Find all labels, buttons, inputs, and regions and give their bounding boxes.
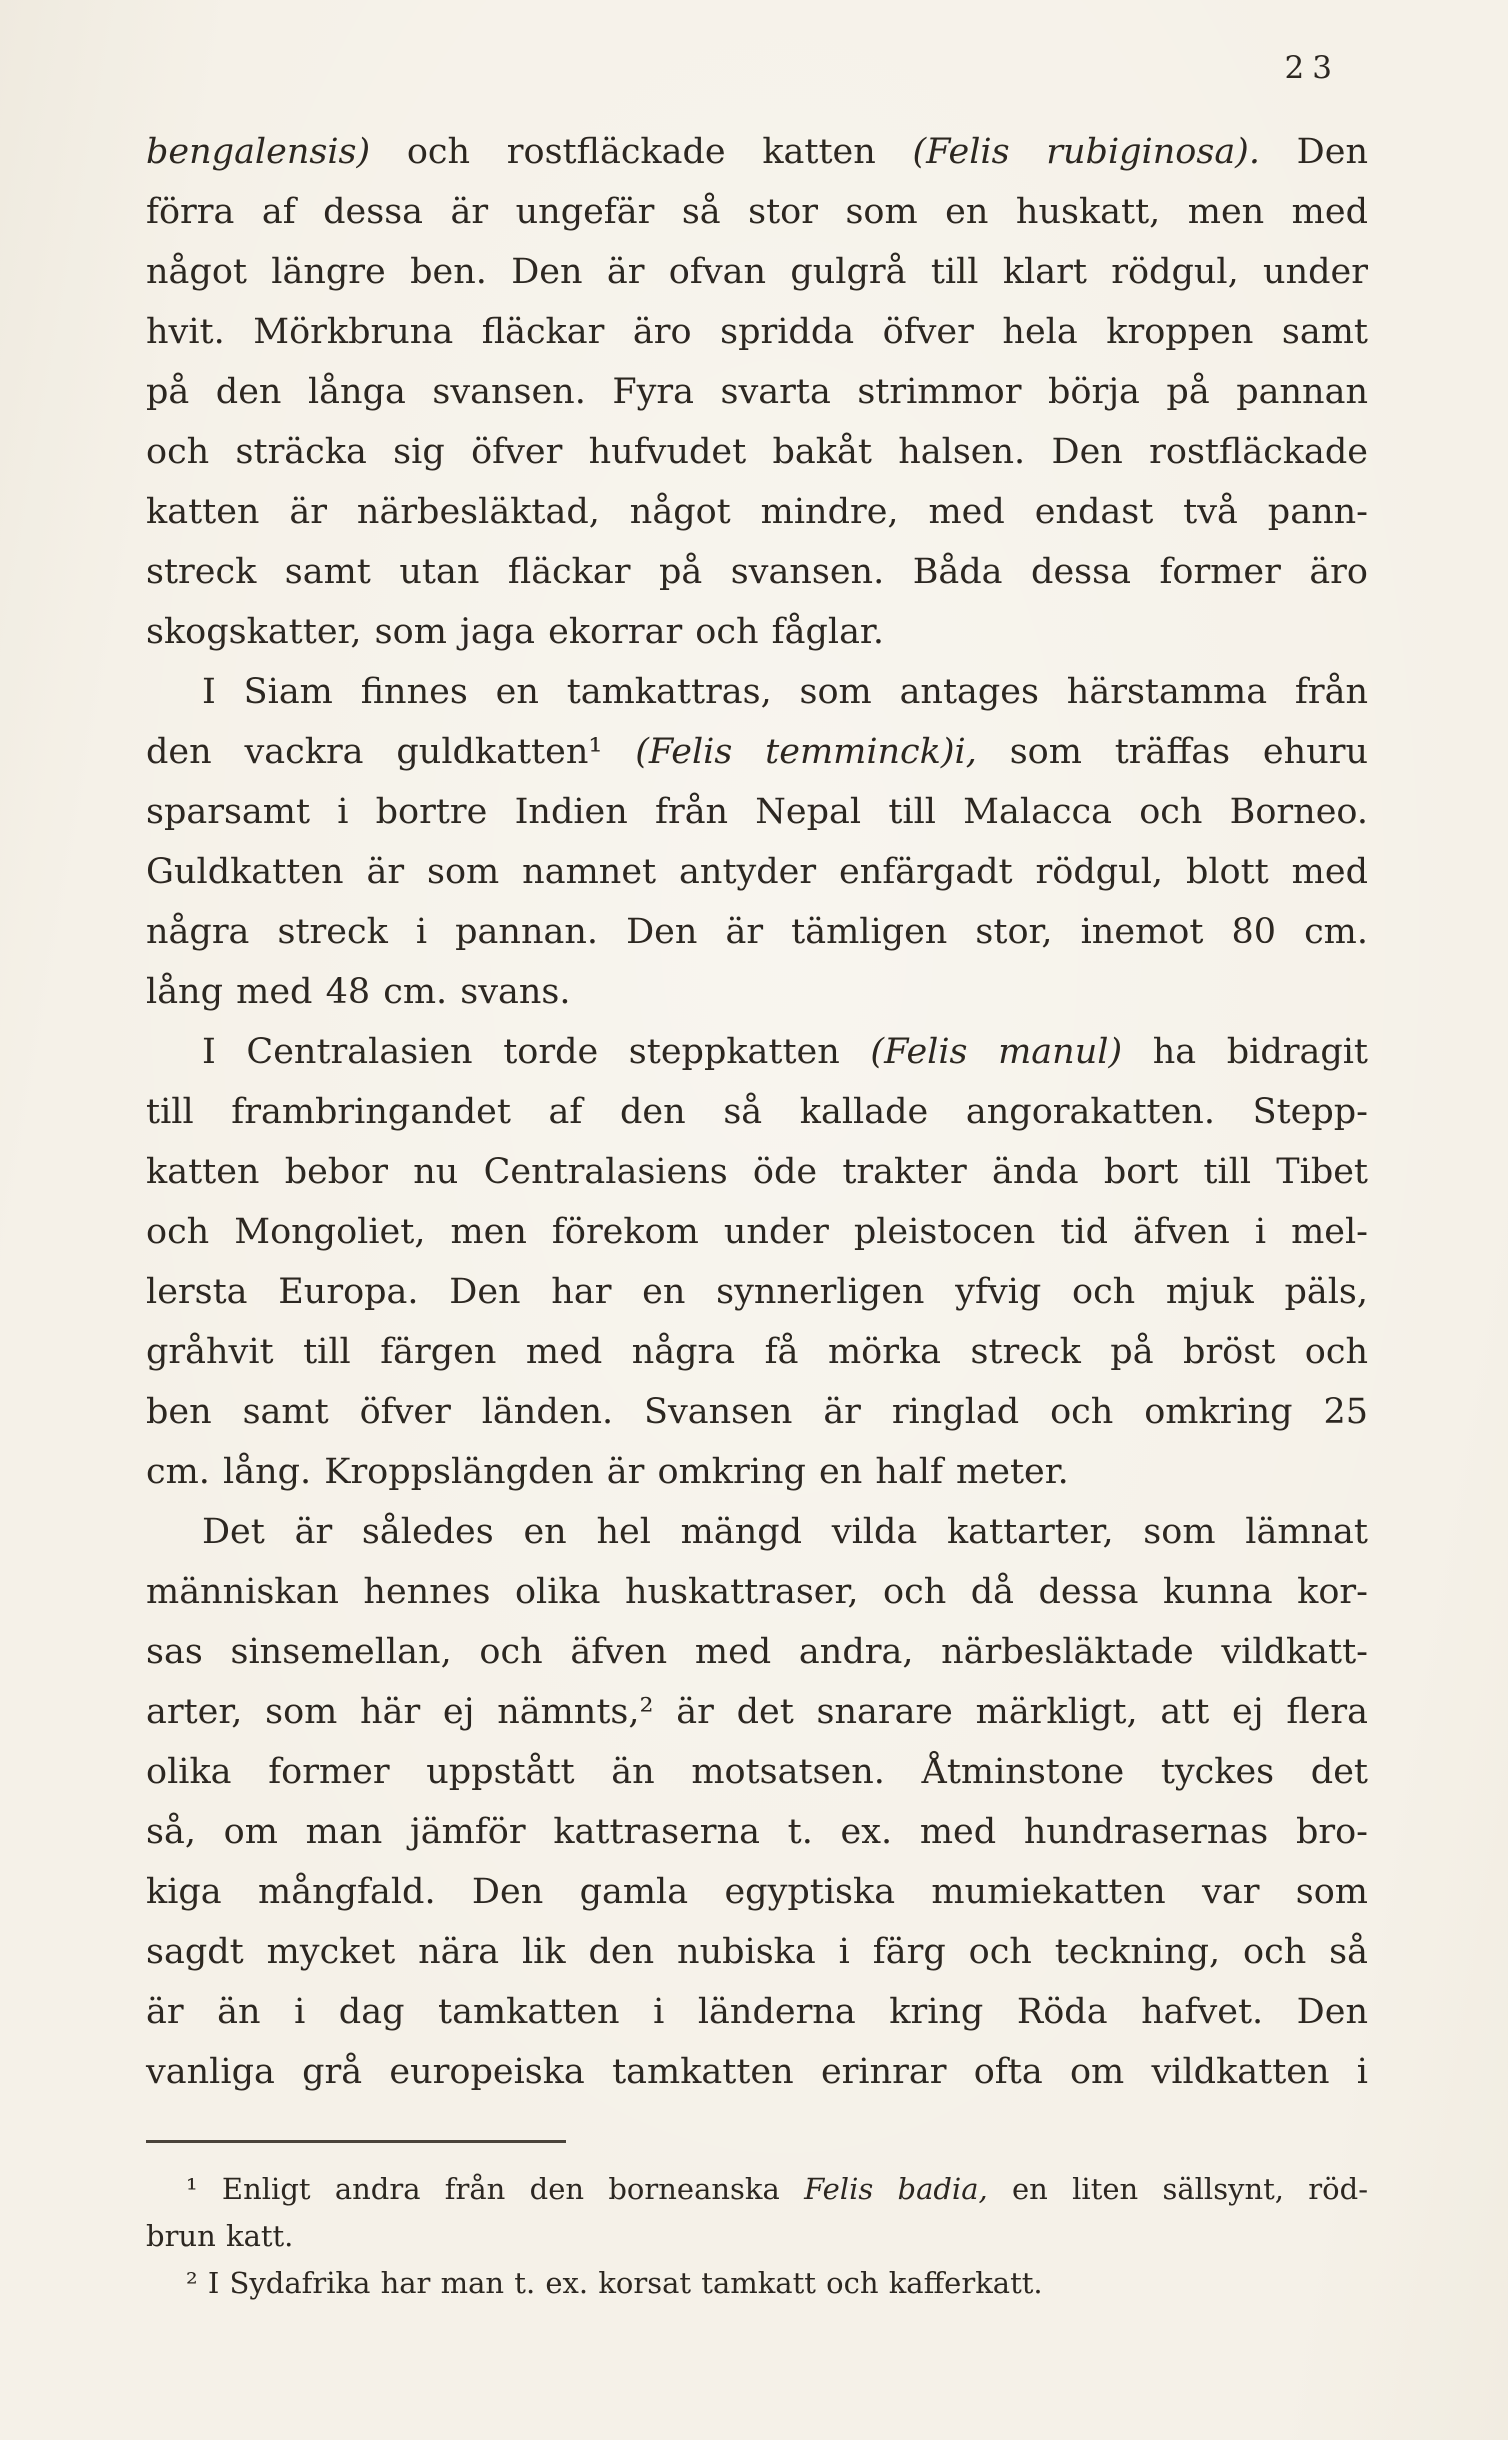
- text-segment: gråhvit till färgen med några få mörka streck på bröst och: [146, 1332, 1368, 1372]
- text-segment: brun katt.: [146, 2219, 294, 2253]
- text-line: [146, 362, 1368, 422]
- text-line: [146, 2260, 1368, 2307]
- text-segment: och sträcka sig öfver hufvudet bakåt halsen. Den rostfläckade: [146, 432, 1368, 472]
- text-segment: hvit. Mörkbruna fläckar äro spridda öfver hela kroppen samt: [146, 312, 1368, 352]
- text-line: [146, 782, 1368, 842]
- text-segment: på den långa svansen. Fyra svarta strimmor börja på pannan: [146, 372, 1368, 412]
- text-segment: katten är närbesläktad, något mindre, med endast två pann-: [146, 492, 1368, 532]
- text-line: [146, 1982, 1368, 2042]
- text-segment: kiga mångfald. Den gamla egyptiska mumiekatten var som: [146, 1872, 1368, 1912]
- species-name-italic: Felis badia,: [804, 2172, 988, 2206]
- text-line: [146, 2166, 1368, 2213]
- text-segment: sas sinsemellan, och äfven med andra, närbesläktade vildkatt-: [146, 1632, 1368, 1672]
- species-name-italic: (Felis manul): [870, 1032, 1123, 1072]
- text-segment: förra af dessa är ungefär så stor som en huskatt, men med: [146, 192, 1368, 232]
- text-segment: ² I Sydafrika har man t. ex. korsat tamkatt och kafferkatt.: [186, 2266, 1043, 2300]
- text-segment: ¹ Enligt andra från den borneanska: [186, 2172, 805, 2206]
- text-segment: Den: [1259, 132, 1368, 172]
- text-segment: arter, som här ej nämnts,² är det snarare märkligt, att ej flera: [146, 1692, 1368, 1732]
- text-segment: så, om man jämför kattraserna t. ex. med hundrasernas bro-: [146, 1812, 1368, 1852]
- text-line: [146, 602, 1368, 662]
- footnotes: [146, 2166, 1368, 2307]
- text-line: [146, 1802, 1368, 1862]
- text-segment: ha bidragit: [1122, 1032, 1368, 1072]
- text-segment: streck samt utan fläckar på svansen. Båda dessa former äro: [146, 552, 1368, 592]
- text-line: [146, 302, 1368, 362]
- text-segment: skogskatter, som jaga ekorrar och fåglar.: [146, 612, 884, 652]
- text-line: [146, 422, 1368, 482]
- page-number: 23: [1284, 50, 1340, 86]
- text-segment: något längre ben. Den är ofvan gulgrå till klart rödgul, under: [146, 252, 1368, 292]
- text-line: [146, 2042, 1368, 2102]
- text-line: [146, 182, 1368, 242]
- text-segment: ben samt öfver länden. Svansen är ringlad och omkring 25: [146, 1392, 1368, 1432]
- text-line: [146, 1082, 1368, 1142]
- text-line: [146, 1562, 1368, 1622]
- text-segment: I Siam finnes en tamkattras, som antages härstamma från: [202, 672, 1368, 712]
- text-segment: en liten sällsynt, röd-: [987, 2172, 1368, 2206]
- text-line: [146, 1742, 1368, 1802]
- text-line: [146, 1262, 1368, 1322]
- text-line: [146, 2213, 1368, 2260]
- text-segment: Det är således en hel mängd vilda kattarter, som lämnat: [202, 1512, 1368, 1552]
- text-segment: är än i dag tamkatten i länderna kring Röda hafvet. Den: [146, 1992, 1368, 2032]
- text-line: [146, 1502, 1368, 1562]
- text-segment: den vackra guldkatten¹: [146, 732, 636, 772]
- text-segment: sagdt mycket nära lik den nubiska i färg och teckning, och så: [146, 1932, 1368, 1972]
- text-segment: till frambringandet af den så kallade angorakatten. Stepp-: [146, 1092, 1368, 1132]
- text-line: [146, 1622, 1368, 1682]
- footnote-separator: [146, 2140, 566, 2143]
- text-line: [146, 1202, 1368, 1262]
- text-line: [146, 1442, 1368, 1502]
- body-text: [146, 122, 1368, 2102]
- text-line: [146, 662, 1368, 722]
- text-segment: cm. lång. Kroppslängden är omkring en half meter.: [146, 1452, 1069, 1492]
- text-line: [146, 542, 1368, 602]
- text-line: [146, 1862, 1368, 1922]
- text-segment: olika former uppstått än motsatsen. Åtminstone tyckes det: [146, 1752, 1368, 1792]
- text-segment: katten bebor nu Centralasiens öde trakter ända bort till Tibet: [146, 1152, 1368, 1192]
- text-line: [146, 1382, 1368, 1442]
- text-line: [146, 482, 1368, 542]
- text-segment: sparsamt i bortre Indien från Nepal till Malacca och Borneo.: [146, 792, 1368, 832]
- text-line: [146, 842, 1368, 902]
- text-line: [146, 1682, 1368, 1742]
- species-name-italic: (Felis rubiginosa).: [912, 132, 1260, 172]
- text-segment: människan hennes olika huskattraser, och då dessa kunna kor-: [146, 1572, 1368, 1612]
- text-line: [146, 122, 1368, 182]
- text-segment: och Mongoliet, men förekom under pleistocen tid äfven i mel-: [146, 1212, 1368, 1252]
- text-line: [146, 1322, 1368, 1382]
- text-line: [146, 902, 1368, 962]
- text-segment: och rostfläckade katten: [370, 132, 913, 172]
- species-name-italic: bengalensis): [146, 132, 371, 172]
- text-segment: I Centralasien torde steppkatten: [202, 1032, 871, 1072]
- text-line: [146, 1922, 1368, 1982]
- text-segment: lång med 48 cm. svans.: [146, 972, 571, 1012]
- text-segment: några streck i pannan. Den är tämligen stor, inemot 80 cm.: [146, 912, 1368, 952]
- text-segment: som träffas ehuru: [976, 732, 1369, 772]
- text-line: [146, 242, 1368, 302]
- text-segment: Guldkatten är som namnet antyder enfärgadt rödgul, blott med: [146, 852, 1368, 892]
- text-line: [146, 1022, 1368, 1082]
- species-name-italic: (Felis temminck)i,: [635, 732, 977, 772]
- text-segment: lersta Europa. Den har en synnerligen yfvig och mjuk päls,: [146, 1272, 1368, 1312]
- text-line: [146, 962, 1368, 1022]
- text-segment: vanliga grå europeiska tamkatten erinrar ofta om vildkatten i: [146, 2052, 1368, 2092]
- text-line: [146, 1142, 1368, 1202]
- text-line: [146, 722, 1368, 782]
